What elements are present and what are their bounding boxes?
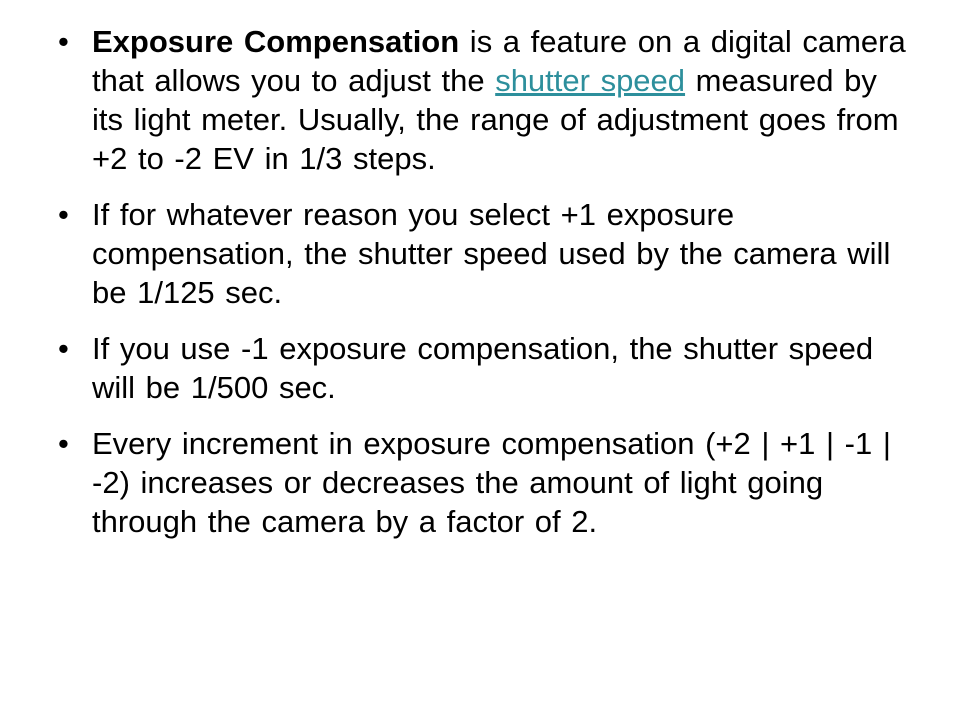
bullet-list [58, 22, 918, 541]
bullet-point-icon: • [58, 331, 69, 366]
bullet-point-icon: • [58, 24, 69, 59]
bullet-item-increment [58, 424, 918, 541]
bullet-text: is a feature on a digital camera that allows you to adjust the [92, 24, 906, 98]
bullet-item-exposure-definition [58, 22, 918, 178]
shutter-speed-link[interactable]: shutter speed [495, 63, 686, 98]
bullet-point-icon: • [58, 197, 69, 232]
bullet-text: If for whatever reason you select +1 exposure compensation, the shutter speed used by the camera will be 1/125 sec. [92, 197, 891, 310]
bullet-item-minus-one [58, 329, 918, 407]
bullet-text: If you use -1 exposure compensation, the shutter speed will be 1/500 sec. [92, 331, 874, 405]
bullet-text: measured by its light meter. Usually, the range of adjustment goes from +2 to -2 EV in 1/3 steps. [92, 63, 899, 176]
bullet-point-icon: • [58, 426, 69, 461]
bullet-text: Every increment in exposure compensation (+2 | +1 | -1 | -2) increases or decreases the amount of light going through the camera by a factor of 2. [92, 426, 891, 539]
bold-term: Exposure Compensation [92, 24, 460, 59]
bullet-item-plus-one [58, 195, 918, 312]
